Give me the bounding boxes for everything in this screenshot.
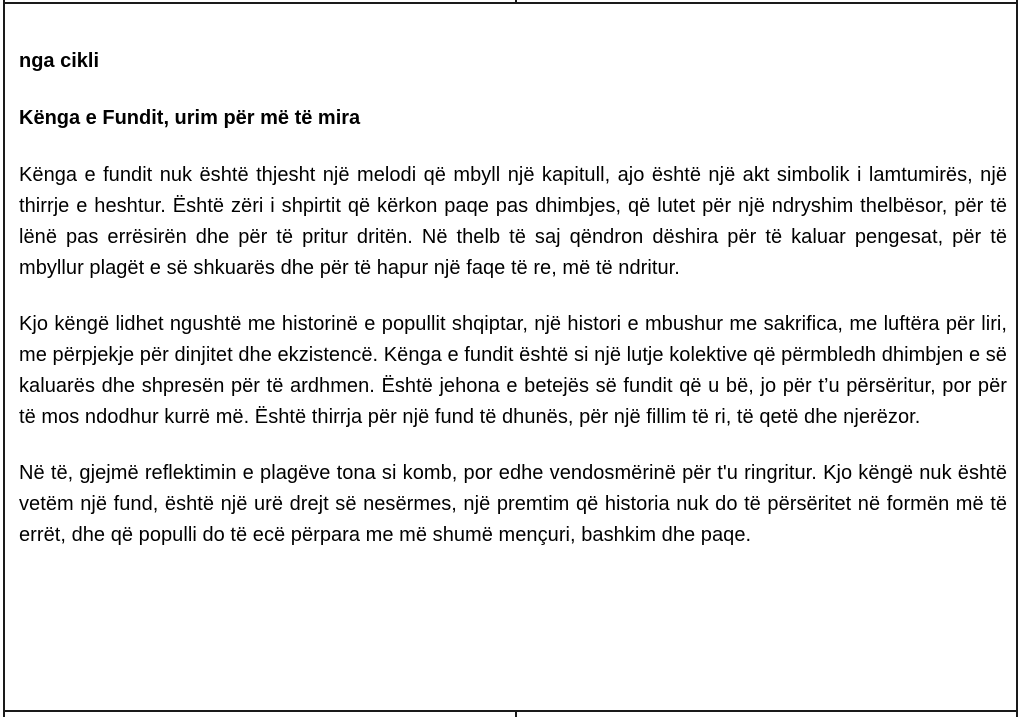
document-content xyxy=(19,46,1007,576)
table-row-bottom xyxy=(3,710,1018,717)
column-divider xyxy=(515,0,517,2)
paragraph-2: Kjo këngë lidhet ngushtë me historinë e popullit shqiptar, një histori e mbushur me sakrifica, me luftëra për liri, me përpjekje për dinjitet dhe ekzistencë. Kënga e fundit është si një lutje kolektive që përmbledh dhimbjen e së kaluarës dhe shpresën për të ardhmen. Është jehona e betejës së fundit që u bë, jo për t’u përsëritur, por për të mos ndodhur kurrë më. Është thirrja për një fund të dhunës, për një fillim të ri, të qetë dhe njerëzor. xyxy=(19,313,1007,428)
paragraph-3: Në të, gjejmë reflektimin e plagëve tona si komb, por edhe vendosmërinë për t'u ringritur. Kjo këngë nuk është vetëm një fund, është një urë drejt së nesërmes, një premtim që historia nuk do të përsëritet në formën më të errët, dhe që populli do të ecë përpara me më shumë mençuri, bashkim dhe paqe. xyxy=(19,462,1007,546)
paragraph-1: Kënga e fundit nuk është thjesht një melodi që mbyll një kapitull, ajo është një akt simbolik i lamtumirës, një thirrje e heshtur. Është zëri i shpirtit që kërkon paqe pas dhimbjes, që lutet për një ndryshim thelbësor, për të lënë pas errësirën dhe për të pritur dritën. Në thelb të saj qëndron dëshira për të kaluar pengesat, për të mbyllur plagët e së shkuarës dhe për të hapur një faqe të re, më të ndritur. xyxy=(19,164,1007,279)
document-subtitle: nga cikli xyxy=(19,50,100,72)
column-divider xyxy=(515,712,517,717)
document-title: Kënga e Fundit, urim për më të mira xyxy=(19,107,361,129)
